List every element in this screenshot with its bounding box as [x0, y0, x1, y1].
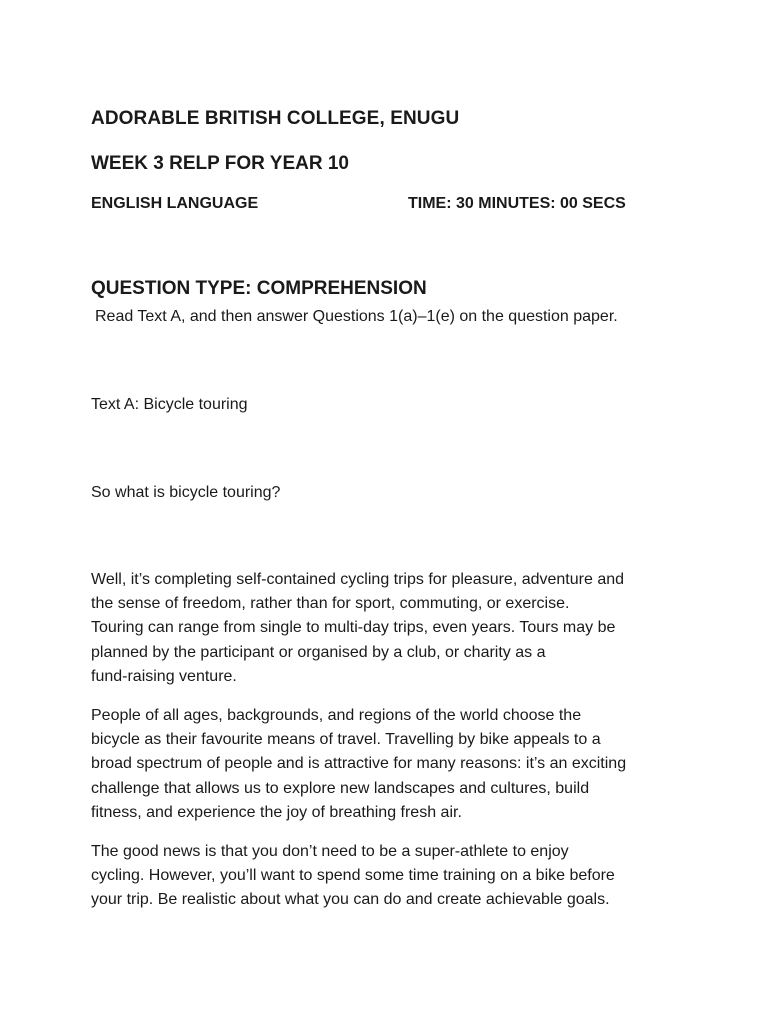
question-type-heading: QUESTION TYPE: COMPREHENSION	[91, 278, 427, 299]
paragraph-line: challenge that allows us to explore new landscapes and cultures, build	[91, 779, 590, 797]
paragraph-line: fund-raising venture.	[91, 667, 237, 685]
paragraph-line: planned by the participant or organised by a club, or charity as a	[91, 643, 546, 661]
paragraph-line: People of all ages, backgrounds, and regions of the world choose the	[91, 707, 582, 724]
paragraph-line: Well, it’s completing self-contained cycling trips for pleasure, adventure and	[91, 571, 625, 588]
paragraph-line: fitness, and experience the joy of breathing fresh air.	[91, 803, 462, 821]
time-label: TIME: 30 MINUTES: 00 SECS	[408, 195, 626, 212]
paragraph-line: Touring can range from single to multi-day trips, even years. Tours may be	[91, 619, 616, 637]
school-name: ADORABLE BRITISH COLLEGE, ENUGU	[91, 108, 460, 129]
paragraph-line: cycling. However, you’ll want to spend some time training on a bike before	[91, 867, 615, 885]
paragraph-line: bicycle as their favourite means of travel. Travelling by bike appeals to a	[91, 731, 601, 749]
paragraph-2	[91, 704, 691, 825]
paragraph-1	[91, 568, 691, 689]
paragraph-3	[91, 840, 691, 913]
paragraph-line: the sense of freedom, rather than for sport, commuting, or exercise.	[91, 595, 570, 613]
subject-label: ENGLISH LANGUAGE	[91, 195, 259, 212]
paragraph-line: broad spectrum of people and is attractive for many reasons: it’s an exciting	[91, 755, 627, 773]
instruction-text: Read Text A, and then answer Questions 1(a)–1(e) on the question paper.	[95, 308, 618, 325]
paragraph-line: your trip. Be realistic about what you can do and create achievable goals.	[91, 891, 610, 909]
week-title: WEEK 3 RELP FOR YEAR 10	[91, 153, 349, 174]
text-a-question: So what is bicycle touring?	[91, 484, 281, 501]
text-a-title: Text A: Bicycle touring	[91, 396, 248, 413]
paragraph-line: The good news is that you don’t need to be a super-athlete to enjoy	[91, 843, 569, 860]
